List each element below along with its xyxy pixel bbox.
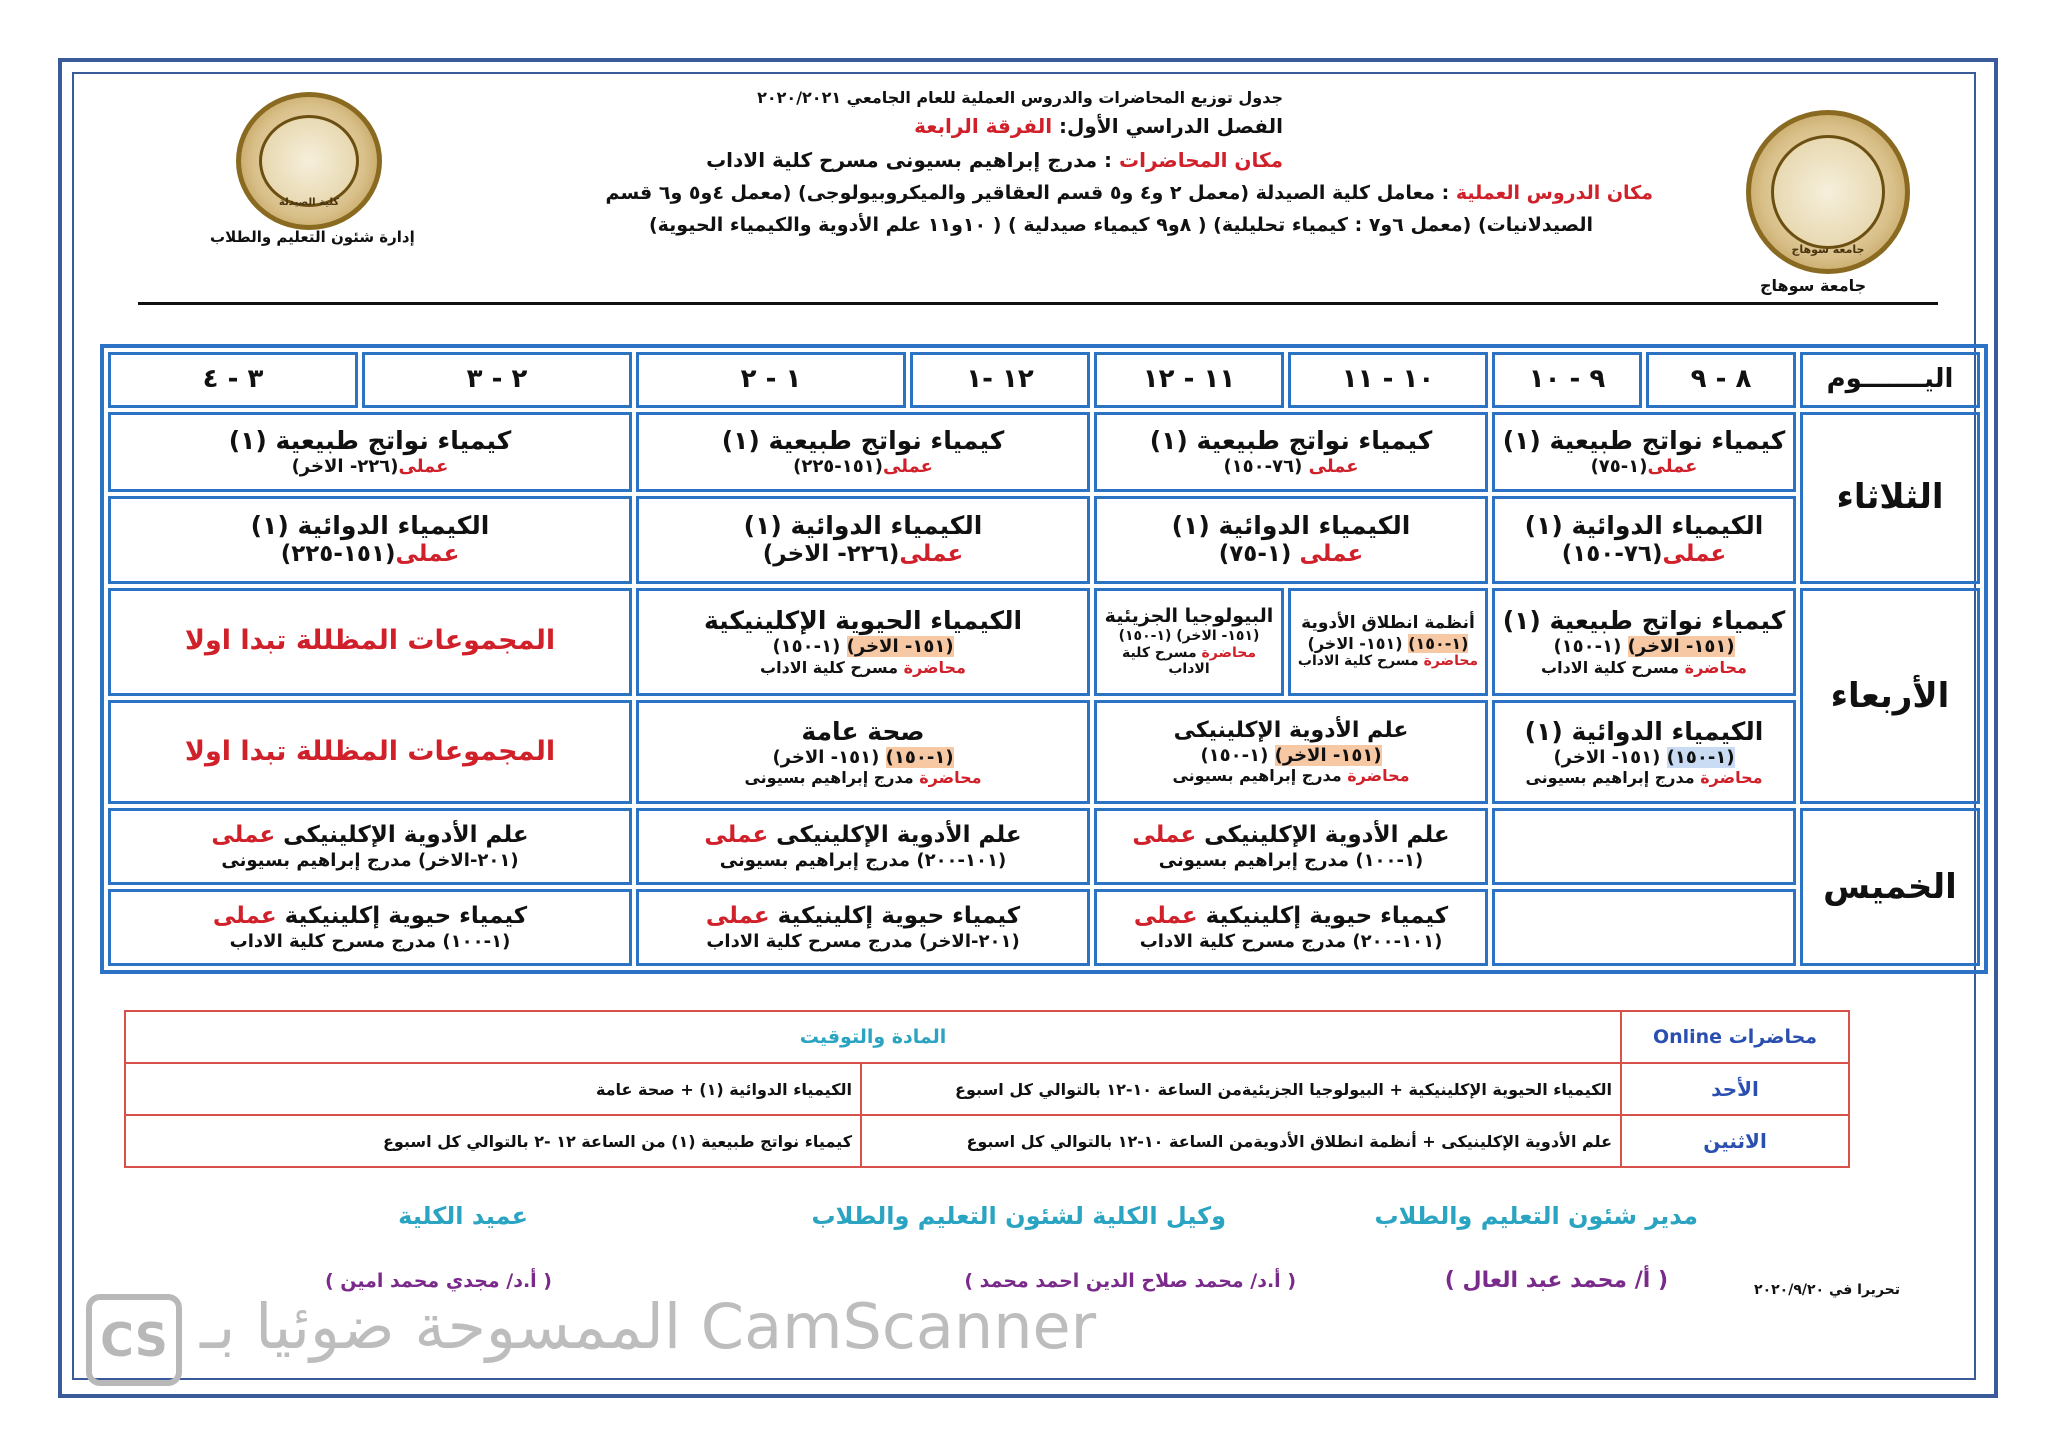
session-cell: صحة عامة (١-١٥٠) (١٥١- الاخر) محاضرة مدرج إبراهيم بسيونى bbox=[636, 700, 1090, 805]
time-header-row bbox=[108, 352, 1980, 408]
session-cell: كيمياء حيوية إكلينيكية عملى (١٠١-٢٠٠) مدرج مسرح كلية الاداب bbox=[1094, 889, 1488, 966]
signature-title-dean: عميد الكلية bbox=[398, 1202, 528, 1230]
session-cell: علم الأدوية الإكلينيكى (١٥١- الاخر) (١-١٥٠) محاضرة مدرج إبراهيم بسيونى bbox=[1094, 700, 1488, 805]
signature-name-dean: ( أ.د/ مجدي محمد امين ) bbox=[324, 1270, 552, 1292]
empty-cell bbox=[1492, 889, 1796, 966]
session-cell: الكيمياء الدوائية (١) (١-١٥٠) (١٥١- الاخر) محاضرة مدرج إبراهيم بسيونى bbox=[1492, 700, 1796, 805]
shaded-groups-note: المجموعات المظللة تبدا اولا bbox=[108, 700, 632, 805]
university-seal: جامعة سوهاج bbox=[1746, 110, 1910, 274]
department-caption: إدارة شئون التعليم والطلاب bbox=[210, 228, 415, 246]
thursday-row-2 bbox=[108, 889, 1980, 966]
session-cell: علم الأدوية الإكلينيكى عملى (٢٠١-الاخر) مدرج إبراهيم بسيونى bbox=[108, 808, 632, 885]
online-cell: الكيمياء الحيوية الإكلينيكية + البيولوجيا الجزيئيةمن الساعة ١٠-١٢ بالتوالي كل اسبوع bbox=[861, 1063, 1621, 1115]
signature-title-vice-dean: وكيل الكلية لشئون التعليم والطلاب bbox=[811, 1202, 1226, 1230]
signature-title-director: مدير شئون التعليم والطلاب bbox=[1374, 1202, 1698, 1230]
session-cell: الكيمياء الدوائية (١) عملى(٧٦-١٥٠) bbox=[1492, 496, 1796, 584]
session-cell: الكيمياء الحيوية الإكلينيكية (١٥١- الاخر) (١-١٥٠) محاضرة مسرح كلية الاداب bbox=[636, 588, 1090, 696]
session-cell: علم الأدوية الإكلينيكى عملى (١-١٠٠) مدرج إبراهيم بسيونى bbox=[1094, 808, 1488, 885]
time-slot: ١ - ٢ bbox=[636, 352, 906, 408]
schedule-table bbox=[100, 344, 1988, 974]
session-cell: كيمياء نواتج طبيعية (١) عملى(١-٧٥) bbox=[1492, 412, 1796, 492]
online-row bbox=[125, 1063, 1849, 1115]
online-cell: كيمياء نواتج طبيعية (١) من الساعة ١٢ -٢ بالتوالي كل اسبوع bbox=[125, 1115, 861, 1167]
signature-name-vice-dean: ( أ.د/ محمد صلاح الدين احمد محمد ) bbox=[964, 1270, 1296, 1292]
header-line4: مكان الدروس العملية : معامل كلية الصيدلة (معمل ٢ و٤ و٥ قسم العقاقير والميكروبيولوجى) (معمل ٤و٥ و٦ قسم bbox=[605, 182, 1653, 204]
session-cell: كيمياء نواتج طبيعية (١) (١٥١- الاخر) (١-١٥٠) محاضرة مسرح كلية الاداب bbox=[1492, 588, 1796, 696]
online-header-row bbox=[125, 1011, 1849, 1063]
camscanner-watermark: الممسوحة ضوئيا بـ CamScanner bbox=[200, 1290, 1097, 1363]
day-header: اليـــــــوم bbox=[1800, 352, 1980, 408]
session-cell: الكيمياء الدوائية (١) عملى (١-٧٥) bbox=[1094, 496, 1488, 584]
online-cell: الكيمياء الدوائية (١) + صحة عامة bbox=[125, 1063, 861, 1115]
header-line5: الصيدلانيات) (معمل ٦و٧ : كيمياء تحليلية) ( ٨و٩ كيمياء صيدلية ) ( ١٠و١١ علم الأدوية والكيمياء الحيوية) bbox=[648, 214, 1593, 236]
session-cell: الكيمياء الدوائية (١) عملى(٢٢٦- الاخر) bbox=[636, 496, 1090, 584]
time-slot: ٢ - ٣ bbox=[362, 352, 632, 408]
online-row bbox=[125, 1115, 1849, 1167]
camscanner-logo: CS bbox=[86, 1294, 182, 1386]
session-cell: أنظمة انطلاق الأدوية (١-١٥٠) (١٥١- الاخر) محاضرة مسرح كلية الاداب bbox=[1288, 588, 1488, 696]
session-cell: الكيمياء الدوائية (١) عملى(١٥١-٢٢٥) bbox=[108, 496, 632, 584]
signature-name-director: ( أ/ محمد عبد العال ) bbox=[1444, 1268, 1668, 1293]
issue-date: تحريرا في ٢٠٢٠/٩/٢٠ bbox=[1754, 1282, 1900, 1298]
time-slot: ٣ - ٤ bbox=[108, 352, 358, 408]
online-day: الاثنين bbox=[1621, 1115, 1849, 1167]
wednesday-row-2 bbox=[108, 700, 1980, 805]
university-caption: جامعة سوهاج bbox=[1760, 276, 1867, 295]
faculty-seal: كلية الصيدلة bbox=[236, 92, 382, 230]
online-day: الأحد bbox=[1621, 1063, 1849, 1115]
online-header-label: محاضرات Online bbox=[1621, 1011, 1849, 1063]
time-slot: ١١ - ١٢ bbox=[1094, 352, 1284, 408]
header-year-level: الفرقة الرابعة bbox=[914, 114, 1053, 138]
shaded-groups-note: المجموعات المظللة تبدا اولا bbox=[108, 588, 632, 696]
session-cell: كيمياء نواتج طبيعية (١) عملى(٢٢٦- الاخر) bbox=[108, 412, 632, 492]
header-line3: مكان المحاضرات : مدرج إبراهيم بسيونى مسرح كلية الاداب bbox=[706, 148, 1283, 172]
tuesday-row-2 bbox=[108, 496, 1980, 584]
online-header-subject: المادة والتوقيت bbox=[125, 1011, 1621, 1063]
header-line1: جدول توزيع المحاضرات والدروس العملية للعام الجامعي ٢٠٢٠/٢٠٢١ bbox=[757, 88, 1283, 107]
time-slot: ١٢ -١ bbox=[910, 352, 1090, 408]
thursday-row-1 bbox=[108, 808, 1980, 885]
session-cell: علم الأدوية الإكلينيكى عملى (١٠١-٢٠٠) مدرج إبراهيم بسيونى bbox=[636, 808, 1090, 885]
time-slot: ٩ - ١٠ bbox=[1492, 352, 1642, 408]
session-cell: كيمياء نواتج طبيعية (١) عملى (٧٦-١٥٠) bbox=[1094, 412, 1488, 492]
day-label-tuesday: الثلاثاء bbox=[1800, 412, 1980, 584]
empty-cell bbox=[1492, 808, 1796, 885]
time-slot: ٨ - ٩ bbox=[1646, 352, 1796, 408]
time-slot: ١٠ - ١١ bbox=[1288, 352, 1488, 408]
header-line2: الفصل الدراسي الأول: الفرقة الرابعة bbox=[914, 114, 1283, 138]
day-label-thursday: الخميس bbox=[1800, 808, 1980, 966]
online-lectures-table bbox=[124, 1010, 1850, 1168]
wednesday-row-1 bbox=[108, 588, 1980, 696]
session-cell: كيمياء حيوية إكلينيكية عملى (١-١٠٠) مدرج مسرح كلية الاداب bbox=[108, 889, 632, 966]
session-cell: كيمياء نواتج طبيعية (١) عملى(١٥١-٢٢٥) bbox=[636, 412, 1090, 492]
online-cell: علم الأدوية الإكلينيكى + أنظمة انطلاق الأدويةمن الساعة ١٠-١٢ بالتوالي كل اسبوع bbox=[861, 1115, 1621, 1167]
header-rule bbox=[138, 302, 1938, 305]
session-cell: كيمياء حيوية إكلينيكية عملى (٢٠١-الاخر) مدرج مسرح كلية الاداب bbox=[636, 889, 1090, 966]
tuesday-row-1 bbox=[108, 412, 1980, 492]
day-label-wednesday: الأربعاء bbox=[1800, 588, 1980, 805]
session-cell: البيولوجيا الجزيئية (١٥١- الاخر) (١-١٥٠) محاضرة مسرح كلية الاداب bbox=[1094, 588, 1284, 696]
